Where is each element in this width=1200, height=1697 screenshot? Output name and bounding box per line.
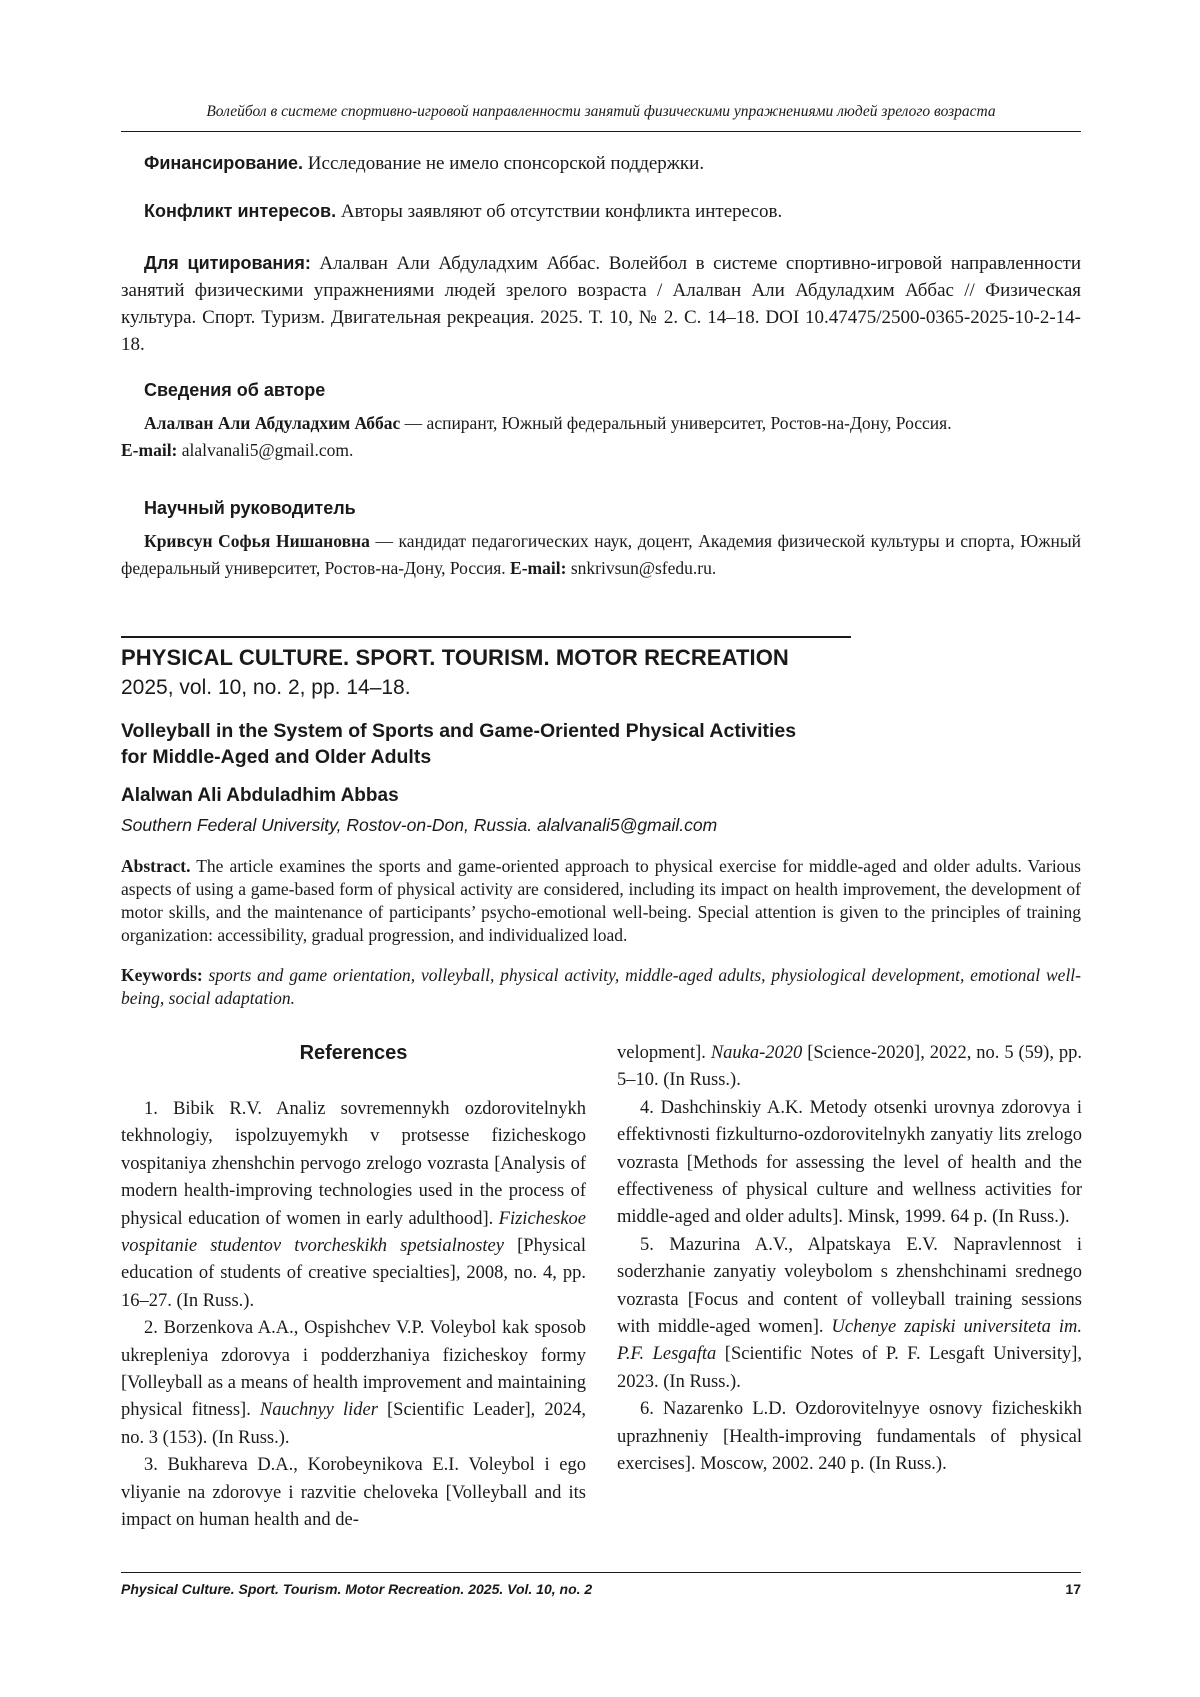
funding-statement: [121, 150, 1081, 177]
author-email-label: E-mail:: [121, 440, 178, 460]
reference-item: [121, 1452, 586, 1534]
keywords: [121, 964, 1081, 1010]
reference-item: [617, 1232, 1082, 1396]
header-rule: [121, 131, 1081, 132]
reference-3-details: [Science-2020], 2022, no. 5 (59), pp. 5–10. (In Russ.).: [617, 1043, 1083, 1091]
author-info-desc: — аспирант, Южный федеральный университет, Ростов-на-Дону, Россия.: [400, 413, 952, 433]
author-info-heading: Сведения об авторе: [144, 380, 326, 400]
keywords-label: Keywords:: [121, 965, 203, 985]
reference-2-details: [Scientific Leader], 2024, no. 3 (153). (In Russ.).: [121, 1400, 586, 1448]
supervisor-name: Кривсун Софья Нишановна: [144, 531, 370, 551]
reference-item-continued: [617, 1040, 1082, 1095]
english-section-rule: [121, 636, 851, 638]
supervisor-email-label: E-mail:: [510, 558, 567, 578]
reference-5-source: Uchenye zapiski universiteta im. P.F. Lesgafta: [617, 1317, 1082, 1365]
reference-1-source: Fizicheskoe vospitanie studentov tvorcheskikh spetsialnostey: [121, 1208, 586, 1257]
abstract: [121, 855, 1081, 947]
references-heading: References: [299, 1042, 408, 1064]
reference-4-text: 4. Dashchinskiy A.K. Metody otsenki urovnya zdorovya i effektivnosti fizkulturno-ozdorovitelnykh zanyatiy lits zrelogo vozrasta [Methods for assessing the level of health and the effectiveness of physical culture and wellness activities for middle-aged and older adults]. Minsk, 1999. 64 p. (In Russ.).: [617, 1097, 1082, 1228]
conflict-statement: [121, 198, 1081, 225]
conflict-text: Авторы заявляют об отсутствии конфликта интересов.: [336, 201, 783, 222]
journal-title: PHYSICAL CULTURE. SPORT. TOURISM. MOTOR RECREATION: [121, 645, 789, 670]
author-email: alalvanali5@gmail.com.: [177, 440, 354, 460]
reference-3-text: 3. Bukhareva D.A., Korobeynikova E.I. Voleybol i ego vliyanie na zdorovye i razvitie cheloveka [Volleyball and its impact on human health and de-: [121, 1455, 586, 1531]
citation-label: Для цитирования:: [144, 253, 311, 273]
journal-page: [121, 0, 1081, 1697]
references-left-column: [121, 1040, 586, 1535]
footer-journal: Physical Culture. Sport. Tourism. Motor Recreation. 2025. Vol. 10, no. 2: [121, 1581, 593, 1597]
reference-1-details: [Physical education of students of creative specialties], 2008, no. 4, pp. 16–27. (In Russ.).: [121, 1236, 586, 1311]
reference-3-source: Nauka-2020: [710, 1043, 803, 1063]
article-author: Alalwan Ali Abduladhim Abbas: [121, 785, 399, 806]
article-title: [121, 718, 921, 770]
citation-text: Алалван Али Абдуладхим Аббас. Волейбол в системе спортивно-игровой направленности занятий физическими упражнениями людей зрелого возраста / Алалван Али Абдуладхим Аббас // Физическая культура. Спорт. Туризм. Двигательная рекреация. 2025. Т. 10, № 2. С. 14–18. DOI 10.47475/2500-0365-2025-10-2-14-18.: [121, 253, 1081, 355]
running-head: Волейбол в системе спортивно-игровой направленности занятий физическими упражнениями людей зрелого возраста: [206, 103, 996, 120]
reference-5-details: [Scientific Notes of P. F. Lesgaft University], 2023. (In Russ.).: [617, 1344, 1083, 1392]
reference-3-continued: velopment].: [617, 1043, 711, 1063]
conflict-label: Конфликт интересов.: [144, 201, 337, 221]
journal-volume: 2025, vol. 10, no. 2, pp. 14–18.: [121, 676, 411, 699]
funding-label: Финансирование.: [144, 153, 304, 173]
reference-6-text: 6. Nazarenko L.D. Ozdorovitelnyye osnovy fizicheskikh uprazhneniy [Health-improving fundamentals of physical exercises]. Moscow, 2002. 240 p. (In Russ.).: [617, 1399, 1082, 1475]
article-title-line-2: for Middle-Aged and Older Adults: [121, 746, 432, 768]
footer-rule: [121, 1572, 1081, 1573]
article-title-line-1: Volleyball in the System of Sports and Game-Oriented Physical Activities: [121, 720, 797, 742]
reference-5-text: 5. Mazurina A.V., Alpatskaya E.V. Napravlennost i soderzhanie zanyatiy voleybolom s zhenshchinami srednego vozrasta [Focus and content of volleyball training sessions with middle-aged women].: [617, 1234, 1082, 1338]
reference-2-text: 2. Borzenkova A.A., Ospishchev V.P. Voleybol kak sposob ukrepleniya zdorovya i podderzhaniya fizicheskoy formy [Volleyball as a means of health improvement and maintaining physical fitness].: [121, 1318, 586, 1421]
page-number: 17: [1065, 1581, 1081, 1597]
reference-2-source: Nauchnyy lider: [259, 1400, 378, 1421]
author-info-text: [121, 410, 1081, 464]
supervisor-desc: — кандидат педагогических наук, доцент, Академия физической культуры и спорта, Южный федеральный университет, Ростов-на-Дону, Россия.: [121, 531, 1081, 578]
supervisor-email: snkrivsun@sfedu.ru.: [566, 558, 717, 578]
reference-item: [617, 1095, 1082, 1232]
keywords-text: sports and game orientation, volleyball, physical activity, middle-aged adults, physiological development, emotional well-being, social adaptation.: [121, 965, 1081, 1008]
reference-item: [121, 1315, 586, 1452]
supervisor-heading: Научный руководитель: [144, 498, 356, 518]
supervisor-text: [121, 528, 1081, 582]
reference-item: [121, 1096, 586, 1315]
abstract-text: The article examines the sports and game-oriented approach to physical exercise for middle-aged and older adults. Various aspects of using a game-based form of physical activity are considered, including its impact on health improvement, the development of motor skills, and the maintenance of participants’ psycho-emotional well-being. Special attention is given to the principles of training organization: accessibility, gradual progression, and individualized load.: [121, 856, 1081, 945]
abstract-label: Abstract.: [121, 856, 191, 876]
references-right-column: [617, 1040, 1082, 1479]
reference-1-text: 1. Bibik R.V. Analiz sovremennykh ozdorovitelnykh tekhnologiy, ispolzuyemykh v protsesse fizicheskogo vospitaniya zhenshchin pervogo zrelogo vozrasta [Analysis of modern health-improving technologies used in the process of physical education of women in early adulthood].: [121, 1099, 586, 1229]
author-affiliation: Southern Federal University, Rostov-on-Don, Russia. alalvanali5@gmail.com: [121, 815, 718, 835]
citation-block: [121, 250, 1081, 358]
funding-text: Исследование не имело спонсорской поддержки.: [303, 153, 705, 174]
reference-item: [617, 1396, 1082, 1478]
author-info-name: Алалван Али Абдуладхим Аббас: [144, 413, 401, 433]
